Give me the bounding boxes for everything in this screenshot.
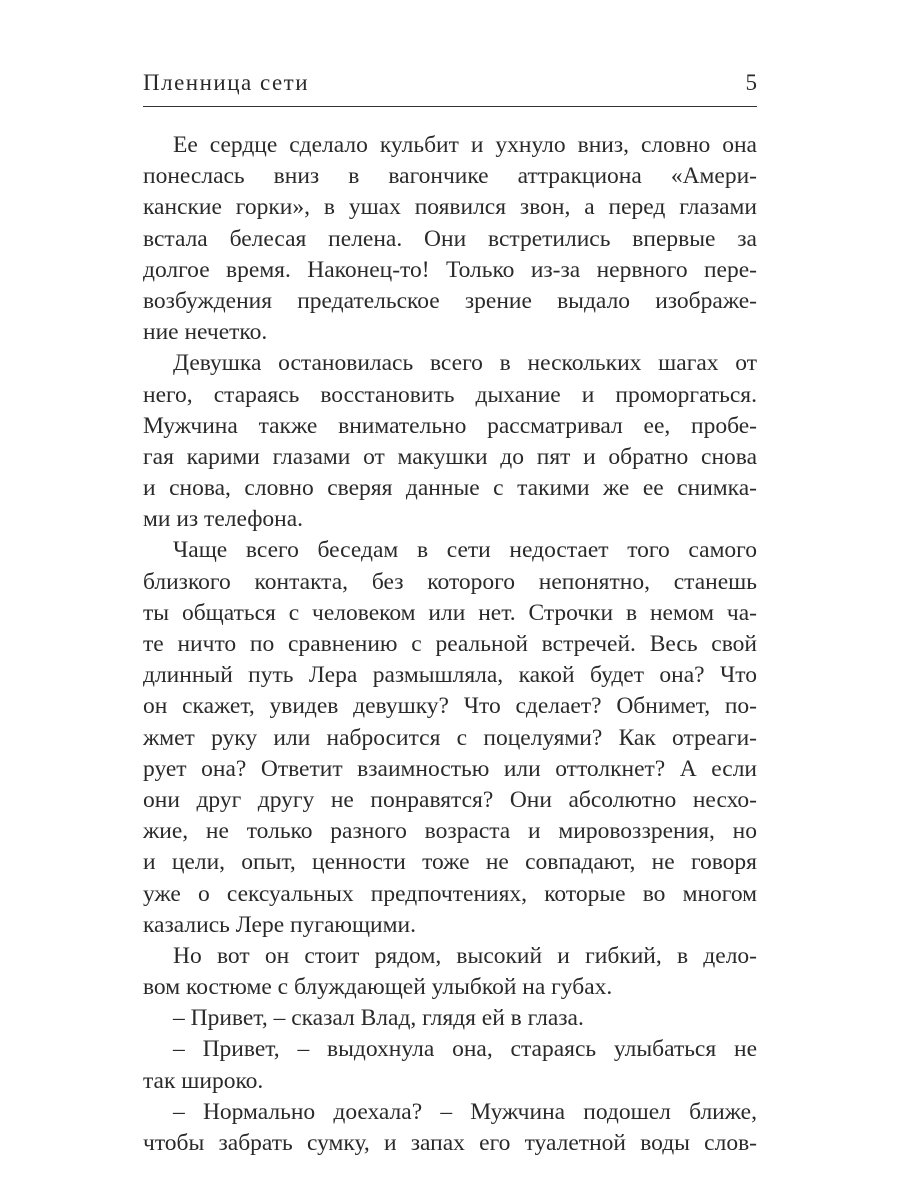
page-body-text — [143, 130, 757, 1159]
text-line — [143, 1066, 757, 1097]
text-line — [143, 723, 757, 754]
text-line — [143, 567, 757, 598]
text-line — [143, 535, 757, 566]
text-line-content: длинный путь Лера размышляла, какой будет она? Что — [143, 662, 757, 689]
text-line — [143, 660, 757, 691]
running-title: Пленница сети — [143, 70, 310, 95]
text-line — [143, 941, 757, 972]
text-line — [143, 380, 757, 411]
text-line-content: ние нечетко. — [143, 319, 268, 346]
text-line-content: они друг другу не понравятся? Они абсолютно несхо- — [143, 786, 757, 813]
text-line-content: чтобы забрать сумку, и запах его туалетной воды слов- — [143, 1130, 757, 1156]
text-line-content: вом костюме с блуждающей улыбкой на губах. — [143, 974, 613, 1001]
text-line-content: Чаще всего беседам в сети недостает того самого — [173, 537, 757, 564]
text-line — [143, 1128, 757, 1159]
text-line-content: него, стараясь восстановить дыхание и проморгаться. — [143, 381, 757, 408]
text-line — [143, 130, 757, 161]
text-line — [143, 910, 757, 941]
page-number: 5 — [745, 70, 757, 95]
text-line — [143, 317, 757, 348]
text-line-content: Мужчина также внимательно рассматривал ее, пробе- — [143, 412, 757, 439]
text-line-content: понеслась вниз в вагончике аттракциона «Амери- — [143, 163, 757, 190]
text-line-content: казались Лере пугающими. — [143, 911, 416, 938]
text-line-content: канские горки», в ушах появился звон, а перед глазами — [143, 194, 757, 221]
text-line-content: – Нормально доехала? – Мужчина подошел ближе, — [173, 1098, 757, 1125]
paragraph — [143, 1003, 757, 1034]
text-line-content: ты общаться с человеком или нет. Строчки в немом ча- — [143, 599, 757, 626]
text-line — [143, 1003, 757, 1034]
text-line — [143, 504, 757, 535]
text-line-content: он скажет, увидев девушку? Что сделает? Обнимет, по- — [143, 693, 757, 720]
text-line-content: Но вот он стоит рядом, высокий и гибкий, в дело- — [173, 942, 757, 969]
text-line-content: те ничто по сравнению с реальной встречей. Весь свой — [143, 631, 757, 657]
text-line-content: жие, не только разного возраста и мировоззрения, но — [143, 818, 757, 845]
text-line — [143, 598, 757, 629]
text-line-content: уже о сексуальных предпочтениях, которые во многом — [143, 880, 757, 907]
text-line — [143, 847, 757, 878]
text-line-content: Ее сердце сделало кульбит и ухнуло вниз, словно она — [173, 132, 757, 158]
text-line — [143, 286, 757, 317]
text-line-content: – Привет, – выдохнула она, стараясь улыбаться не — [173, 1036, 757, 1063]
running-header — [143, 68, 757, 107]
text-line — [143, 411, 757, 442]
text-line-content: Девушка остановилась всего в нескольких шагах от — [173, 350, 757, 377]
text-line-content: ми из телефона. — [143, 506, 304, 533]
text-line — [143, 348, 757, 379]
text-line — [143, 785, 757, 816]
text-line-content: так широко. — [143, 1067, 264, 1094]
text-line-content: – Привет, – сказал Влад, глядя ей в глаза. — [173, 1005, 584, 1032]
paragraph — [143, 535, 757, 940]
text-line — [143, 1034, 757, 1065]
text-line — [143, 255, 757, 286]
text-line-content: и цели, опыт, ценности тоже не совпадают, не говоря — [143, 849, 757, 876]
text-line — [143, 816, 757, 847]
text-line — [143, 473, 757, 504]
text-line — [143, 629, 757, 660]
text-line-content: гая карими глазами от макушки до пят и обратно снова — [143, 443, 757, 470]
text-line-content: долгое время. Наконец-то! Только из-за нервного пере- — [143, 256, 757, 283]
text-line — [143, 691, 757, 722]
paragraph — [143, 941, 757, 1003]
text-line — [143, 972, 757, 1003]
text-line — [143, 754, 757, 785]
text-line — [143, 161, 757, 192]
paragraph — [143, 1034, 757, 1096]
text-line — [143, 192, 757, 223]
text-line-content: возбуждения предательское зрение выдало изображе- — [143, 287, 757, 314]
text-line — [143, 442, 757, 473]
text-line — [143, 879, 757, 910]
text-line-content: встала белесая пелена. Они встретились впервые за — [143, 225, 757, 252]
paragraph — [143, 348, 757, 535]
paragraph — [143, 130, 757, 348]
text-line-content: рует она? Ответит взаимностью или оттолкнет? А если — [143, 755, 757, 782]
text-line-content: жмет руку или набросится с поцелуями? Как отреаги- — [143, 724, 757, 751]
text-line — [143, 224, 757, 255]
text-line-content: и снова, словно сверяя данные с такими же ее снимка- — [143, 475, 757, 502]
text-line-content: близкого контакта, без которого непонятно, станешь — [143, 568, 757, 595]
text-line — [143, 1097, 757, 1128]
paragraph — [143, 1097, 757, 1159]
